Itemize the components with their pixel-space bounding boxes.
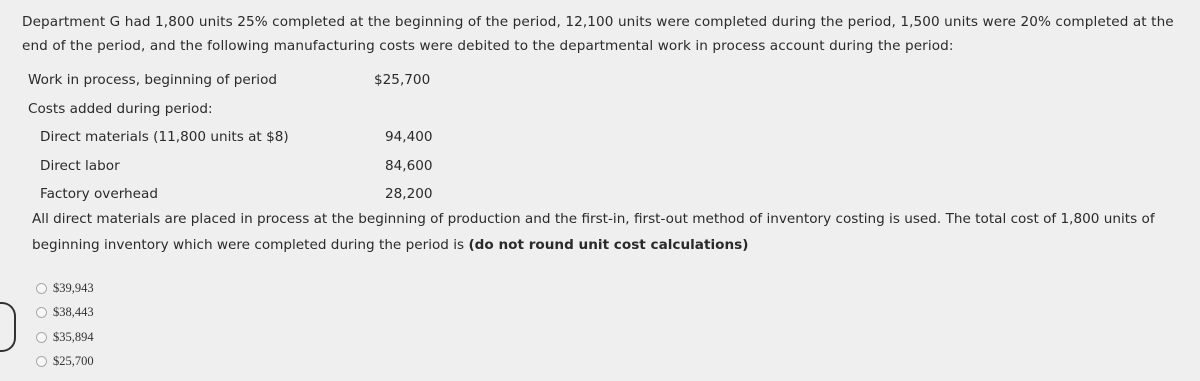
direct-materials-amount: 94,400	[385, 129, 433, 145]
side-bracket-mark	[0, 302, 16, 352]
direct-labor-label: Direct labor	[40, 158, 120, 174]
direct-materials-label: Direct materials (11,800 units at $8)	[40, 129, 289, 145]
question-intro: Department G had 1,800 units 25% completed at the beginning of the period, 12,100 units were completed during the period, 1,500 units were 20% completed at the end of the period, and the following manufacturing costs were debited to the departmental work in process account during the period:	[22, 14, 1174, 54]
radio-button[interactable]	[36, 356, 47, 367]
radio-button[interactable]	[36, 283, 47, 294]
radio-button[interactable]	[36, 332, 47, 343]
costs-added-label: Costs added during period:	[28, 101, 213, 117]
direct-labor-amount: 84,600	[385, 158, 433, 174]
answer-options	[36, 276, 94, 374]
factory-overhead-amount: 28,200	[385, 186, 433, 202]
option-4[interactable]	[36, 350, 94, 375]
wip-label: Work in process, beginning of period	[28, 72, 278, 88]
radio-button[interactable]	[36, 307, 47, 318]
option-label: $39,943	[53, 280, 94, 295]
note-bold: (do not round unit cost calculations)	[468, 237, 749, 253]
option-label: $35,894	[53, 329, 94, 344]
option-label: $38,443	[53, 305, 94, 320]
factory-overhead-label: Factory overhead	[40, 186, 158, 202]
wip-amount: $25,700	[374, 72, 431, 88]
option-label: $25,700	[53, 354, 94, 369]
question-note	[32, 206, 1172, 258]
option-2[interactable]	[36, 301, 94, 326]
option-3[interactable]	[36, 325, 94, 350]
note-text: All direct materials are placed in process at the beginning of production and the first-in, first-out method of inventory costing is used. The total cost of 1,800 units of beginning inventory which were completed during the period is	[32, 211, 1155, 253]
option-1[interactable]	[36, 276, 94, 301]
